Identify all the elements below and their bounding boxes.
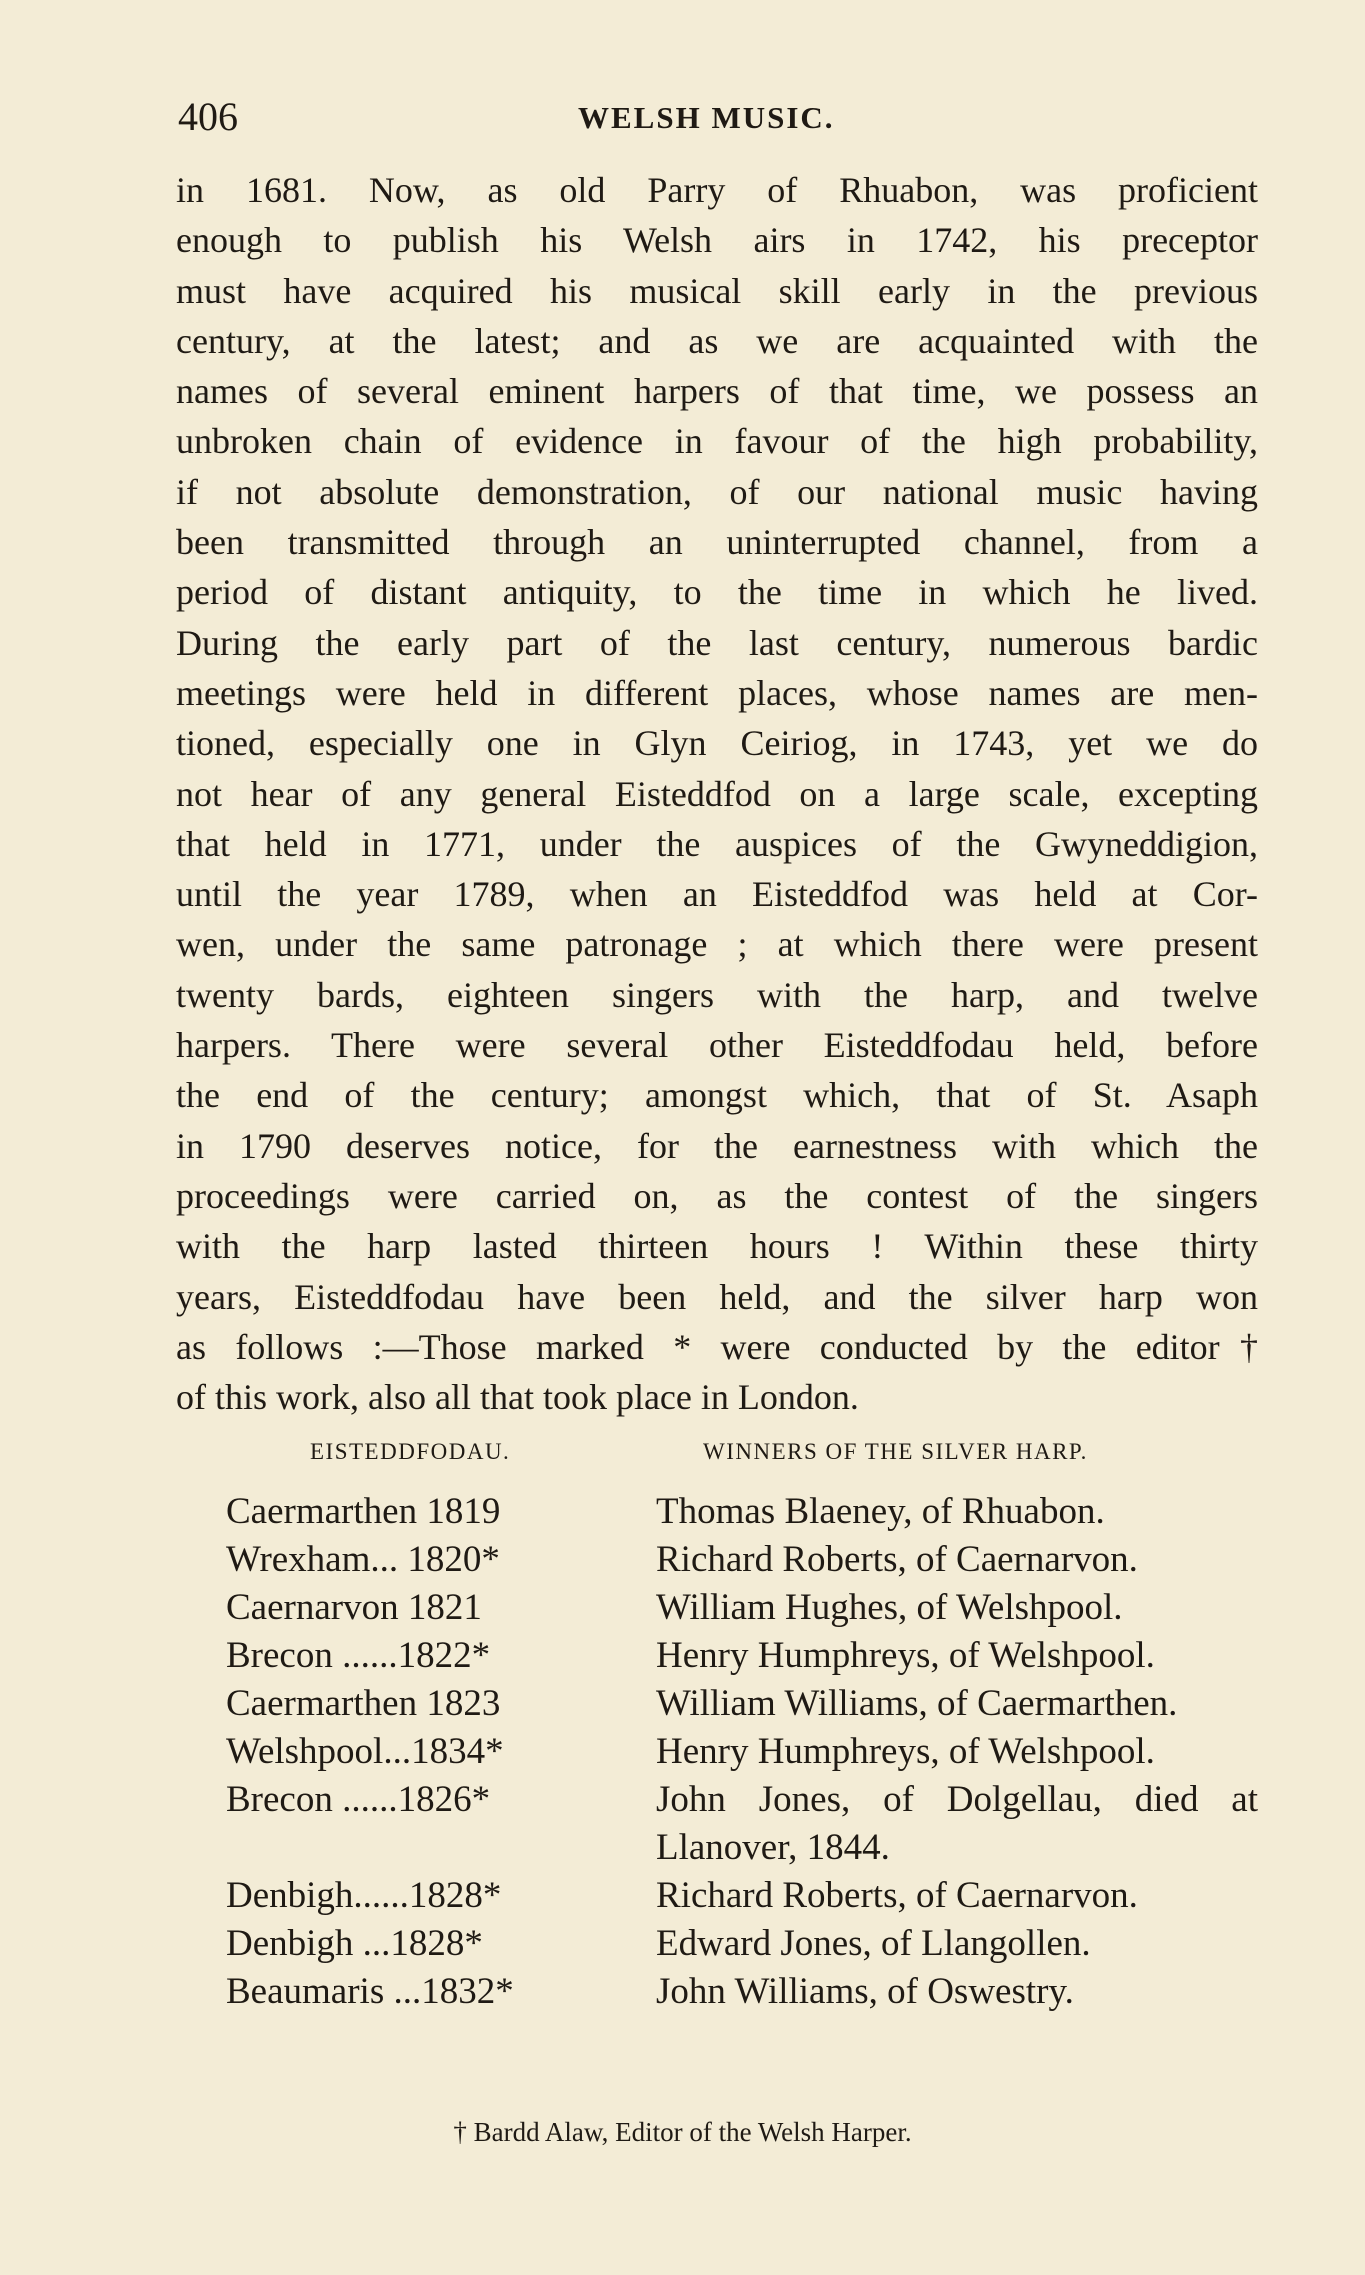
text-line: in 1681. Now, as old Parry of Rhuabon, was proficient xyxy=(176,170,1258,210)
eisteddfod-cell: Caermarthen 1819 xyxy=(226,1491,501,1532)
text-line: century, at the latest; and as we are acquainted with the xyxy=(176,320,1258,361)
table-row xyxy=(176,1776,1258,1872)
text-line: as follows :—Those marked * were conducted by the editor† xyxy=(176,1326,1258,1367)
text-line: During the early part of the last century, numerous bardic xyxy=(176,622,1258,663)
text-line: the end of the century; amongst which, that of St. Asaph xyxy=(176,1075,1258,1116)
body-paragraph xyxy=(176,165,1258,1422)
text-line: that held in 1771, under the auspices of the Gwyneddigion, xyxy=(176,823,1258,864)
eisteddfod-cell: Denbigh......1828* xyxy=(226,1875,502,1916)
text-line: until the year 1789, when an Eisteddfod was held at Cor- xyxy=(176,874,1258,915)
text-line: of this work, also all that took place in London. xyxy=(176,1377,859,1418)
eisteddfod-cell: Welshpool...1834* xyxy=(226,1731,504,1772)
running-head xyxy=(178,92,1258,142)
winner-cell: Richard Roberts, of Caernarvon. xyxy=(656,1875,1138,1916)
eisteddfod-cell: Caermarthen 1823 xyxy=(226,1683,501,1724)
text-line: enough to publish his Welsh airs in 1742, his preceptor xyxy=(176,220,1258,261)
text-line: period of distant antiquity, to the time in which he lived. xyxy=(176,572,1258,613)
table-row xyxy=(176,1680,1258,1728)
text-line: unbroken chain of evidence in favour of the high probability, xyxy=(176,421,1258,462)
footnote: † Bardd Alaw, Editor of the Welsh Harper. xyxy=(453,2117,912,2147)
table-row xyxy=(176,1968,1258,2016)
table-row xyxy=(176,1536,1258,1584)
winner-cell: Edward Jones, of Llangollen. xyxy=(656,1923,1091,1964)
eisteddfod-cell: Wrexham... 1820* xyxy=(226,1539,500,1580)
text-line: meetings were held in different places, whose names are men- xyxy=(176,672,1258,713)
text-line: been transmitted through an uninterrupted channel, from a xyxy=(176,522,1258,563)
text-line: harpers. There were several other Eisteddfodau held, before xyxy=(176,1025,1258,1066)
winner-cell: William Williams, of Caermarthen. xyxy=(656,1683,1178,1724)
text-line: years, Eisteddfodau have been held, and the silver harp won xyxy=(176,1276,1258,1317)
winners-table xyxy=(176,1488,1258,2016)
eisteddfod-cell: Caernarvon 1821 xyxy=(226,1587,482,1628)
text-line: with the harp lasted thirteen hours ! Within these thirty xyxy=(176,1226,1258,1267)
table-row xyxy=(176,1584,1258,1632)
column-header-winners: WINNERS OF THE SILVER HARP. xyxy=(703,1439,1088,1464)
winner-cell: Henry Humphreys, of Welshpool. xyxy=(656,1635,1155,1676)
table-header xyxy=(176,1432,1258,1472)
text-line: wen, under the same patronage ; at which there were present xyxy=(176,924,1258,965)
page-number: 406 xyxy=(178,94,238,139)
text-line: in 1790 deserves notice, for the earnestness with which the xyxy=(176,1125,1258,1166)
table-row xyxy=(176,1728,1258,1776)
winner-cell: Richard Roberts, of Caernarvon. xyxy=(656,1539,1138,1580)
text-line: if not absolute demonstration, of our national music having xyxy=(176,471,1258,512)
text-line: names of several eminent harpers of that time, we possess an xyxy=(176,371,1258,412)
running-title: WELSH MUSIC. xyxy=(578,100,835,135)
table-row xyxy=(176,1920,1258,1968)
text-line: not hear of any general Eisteddfod on a large scale, excepting xyxy=(176,773,1258,814)
winner-cell: John Jones, of Dolgellau, died at Llanover, 1844. xyxy=(656,1779,1258,1868)
winner-cell: William Hughes, of Welshpool. xyxy=(656,1587,1123,1628)
table-row xyxy=(176,1632,1258,1680)
winner-cell: John Williams, of Oswestry. xyxy=(656,1971,1074,2012)
winner-cell: Henry Humphreys, of Welshpool. xyxy=(656,1731,1155,1772)
table-row xyxy=(176,1488,1258,1536)
text-line: tioned, especially one in Glyn Ceiriog, in 1743, yet we do xyxy=(176,723,1258,764)
table-row xyxy=(176,1872,1258,1920)
eisteddfod-cell: Brecon ......1822* xyxy=(226,1635,491,1676)
eisteddfod-cell: Beaumaris ...1832* xyxy=(226,1971,514,2012)
text-line: twenty bards, eighteen singers with the harp, and twelve xyxy=(176,974,1258,1015)
text-line: proceedings were carried on, as the contest of the singers xyxy=(176,1175,1258,1216)
winner-cell: Thomas Blaeney, of Rhuabon. xyxy=(656,1491,1105,1532)
column-header-eisteddfodau: EISTEDDFODAU. xyxy=(310,1439,511,1464)
eisteddfod-cell: Brecon ......1826* xyxy=(226,1779,491,1820)
eisteddfod-cell: Denbigh ...1828* xyxy=(226,1923,483,1964)
text-line: must have acquired his musical skill early in the previous xyxy=(176,270,1258,311)
